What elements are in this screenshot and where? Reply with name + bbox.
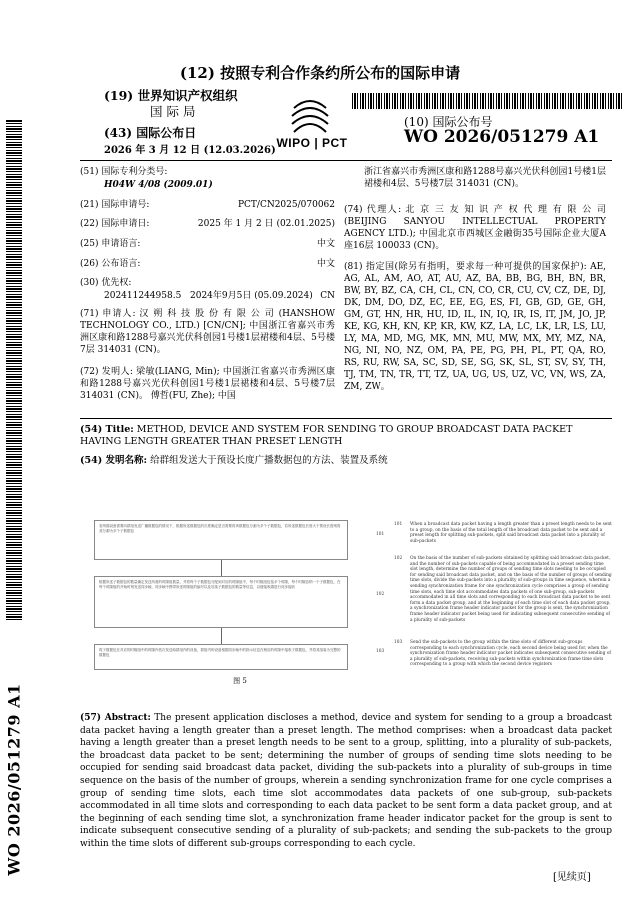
org-line2: 国 际 局 [150, 104, 196, 119]
document-title: (12) 按照专利合作条约所公布的国际申请 [179, 64, 461, 82]
desc-103-number: 103 [394, 640, 403, 645]
pub-date-value: 2026 年 3 月 12 日 (12.03.2026) [104, 145, 276, 156]
wipo-logo [272, 96, 352, 156]
header-divider [80, 160, 612, 161]
field-30-label: (30) 优先权: [80, 278, 132, 288]
figure [80, 512, 615, 692]
field-30-country: CN [320, 291, 335, 301]
abstract [80, 712, 612, 851]
abstract-label: (57) Abstract: [80, 713, 151, 723]
desc-101: When a broadcast data packet having a length greater than a preset length needs to be sent to a group, on the basis of the total length of the broadcast data packet to be sent and a preset length for splitting sub-packets, split said broadcast data packet into a plurality of sub-packets [410, 522, 612, 544]
step-number-3: 103 [376, 649, 385, 654]
title-zh-label: (54) 发明名称: [80, 455, 148, 466]
wipo-logo-text: WIPO | PCT [276, 136, 348, 150]
desc-101-number: 101 [394, 522, 403, 527]
flow-box-2: 根据所述子数据包的数量确定发送所需的时隙组数量，并将每个子数据包分配到对应的时隙组中，每个时隙组包括多个时隙，每个时隙容纳一个子数据包，在每个时隙组的开始时刻发送同步帧，同步帧中携带所述时隙组的编号以及后续子数据包的数量等信息，以便接收端进行同步接收 [94, 576, 348, 628]
flow-arrow-2 [221, 628, 222, 644]
wipo-emblem-icon [290, 96, 330, 134]
field-81: (81) 指定国(除另有指明，要求每一种可提供的国家保护): AE, AG, AL, AM, AO, AT, AU, AZ, BA, BB, BG, BH, BN, BR, BW, BY, BZ, CA, CH, CL, CN, CO, CR, CU, CV, CZ, DE, DJ, DK, DM, DO, DZ, EC, EE, EG, ES, FI, GB, GD, GE, GH, GM, GT, HN, HR, HU, ID, IL, IN, IQ, IR, IS, IT, JM, JO, JP, KE, KG, KH, KN, KP, KR, KW, KZ, LA, LC, LK, LR, LS, LU, LY, MA, MD, MG, MK, MN, MU, MW, MX, MY, MZ, NA, NG, NI, NO, NZ, OM, PA, PE, PG, PH, PL, PT, QA, RO, RS, RU, RW, SA, SC, SD, SE, SG, SK, SL, ST, SV, SY, TH, TJ, TM, TN, TR, TT, TZ, UA, UG, US, UZ, VC, VN, WS, ZA, ZM, ZW。 [344, 262, 606, 392]
flow-box-1: 若终端设备需要向群组发送广播数据包的情况下，根据所述数据包的长度确定是否需要将该数据包分割为多个子数据包，若所述数据包长度大于预设长度则将其分割为多个子数据包 [94, 520, 348, 560]
biblio-left [80, 166, 335, 446]
desc-102: On the basis of the number of sub-packets obtained by splitting said broadcast data packet, and the number of sub-packets capable of being accommodated in a preset sending time slot length, determine the number of groups of sending time slots needing to be occupied for sending said broadcast data packet, and on the basis of the number of groups of sending time slots, divide the sub-packets into a plurality of sub-groups in time sequence, wherein a sending synchronization frame for one synchronization cycle comprises a group of sending time slots, each time slot accommodates data packets of one sub-group, sub-packets accommodated in all time slots and corresponding to each broadcast data packet to be sent form a data packet group, and at the beginning of each time slot of each data packet group, a synchronization frame header indicator packet for the group is sent, the synchronization frame header indicator packet being used for indicating subsequent consecutive sending of a plurality of sub-packets [410, 556, 612, 623]
biblio-right [344, 166, 606, 446]
org-line1: (19) 世界知识产权组织 [104, 88, 238, 103]
top-barcode [352, 93, 622, 109]
title-zh [80, 454, 610, 467]
side-barcode [6, 120, 22, 620]
desc-102-number: 102 [394, 556, 403, 561]
title-zh-text: 给群组发送大于预设长度广播数据包的方法、装置及系统 [150, 455, 388, 466]
continued-note: [见续页] [553, 872, 591, 883]
field-25-value: 中文 [316, 239, 335, 249]
pub-date-label: (43) 国际公布日 [104, 126, 197, 140]
field-22-value: 2025 年 1 月 2 日 (02.01.2025) [197, 219, 335, 229]
field-26-label: (26) 公布语言: [80, 259, 141, 269]
field-51-label: (51) 国际专利分类号: [80, 167, 168, 177]
field-21-value: PCT/CN2025/070062 [237, 200, 335, 210]
biblio-divider [80, 418, 612, 419]
field-26-value: 中文 [316, 259, 335, 269]
field-71: (71) 申请人: 汉 朔 科 技 股 份 有 限 公 司 (HANSHOW TECHNOLOGY CO., LTD.) [CN/CN]; 中国浙江省嘉兴市秀洲区康和路1288号嘉兴光伏科创园1号楼1层裙楼和4层、5号楼7层 314031 (CN)。 [80, 309, 335, 355]
step-number-2: 102 [376, 592, 385, 597]
field-72: (72) 发明人: 梁敏(LIANG, Min); 中国浙江省嘉兴市秀洲区康和路1288号嘉兴光伏科创园1号楼1层裙楼和4层、5号楼7层 314031 (CN)。 傅哲(FU, Zhe); 中国 [80, 367, 335, 401]
field-30-date: 2024年9月5日 (05.09.2024) [190, 291, 313, 301]
field-25-label: (25) 申请语言: [80, 239, 141, 249]
title-en-label: (54) Title: [80, 424, 134, 435]
abstract-text: The present application discloses a method, device and system for sending to a group a broadcast data packet having a length greater than a preset length. The method comprises: when a broadcast data packet having a length greater than a preset length needs to be sent to a group, splitting, into a plurality of sub-packets, the broadcast data packet to be sent; determining the number of groups of sending time slots needing to be occupied for sending said broadcast data packet, dividing the sub-packets into a plurality of sub-groups in time sequence on the basis of the number of groups, wherein a sending synchronization frame for one cycle comprises a group of sending time slots, each time slot accommodates data packets of one sub-group, sub-packets accommodated in all time slots and corresponding to each data packet to be sent form a data packet group, and at the beginning of each sending time slot, a synchronization frame header indicator packet for the group is sent to indicate subsequent consecutive sending of a plurality of sub-packets; and sending the sub-packets to the group within the time slots of different sub-groups corresponding to each cycle. [80, 713, 612, 849]
flow-box-3: 将子数据包在对应的时隙组中的时隙内依次发送给群组内的设备，群组内的设备根据同步帧中的指示信息在相应的时隙中接收子数据包，并将其组装为完整的数据包 [94, 644, 348, 670]
title-en [80, 424, 610, 448]
desc-103: Send the sub-packets to the group within the time slots of different sub-groups corresponding to each synchronization cycle, each second device being used for, when the synchronization frame header indicator packet indicates subsequent consecutive sending of a plurality of sub-packets, receiving sub-packets within synchronization frame time slots corresponding to a group with which the second device registers [410, 640, 611, 668]
flow-arrow-1 [221, 560, 222, 576]
pub-no-value: WO 2026/051279 A1 [404, 127, 600, 147]
field-30-number: 202411244958.5 [104, 291, 182, 301]
title-en-text: METHOD, DEVICE AND SYSTEM FOR SENDING TO GROUP BROADCAST DATA PACKET HAVING LENGTH GREATER THAN PRESET LENGTH [80, 424, 573, 447]
field-21-label: (21) 国际申请号: [80, 200, 150, 210]
field-74: (74) 代理人: 北 京 三 友 知 识 产 权 代 理 有 限 公 司 (BEIJING SANYOU INTELLECTUAL PROPERTY AGENCY LTD.); 中国北京市西城区金融街35号国际企业大厦A座16层 100033 (CN)。 [344, 205, 606, 251]
side-pub-number: WO 2026/051279 A1 [4, 683, 24, 876]
field-72-continued: 浙江省嘉兴市秀洲区康和路1288号嘉兴光伏科创园1号楼1层裙楼和4层、5号楼7层 314031 (CN)。 [364, 167, 606, 189]
field-51-value: H04W 4/08 (2009.01) [104, 180, 213, 190]
step-number-1: 101 [376, 532, 385, 537]
figure-caption: 图 5 [233, 677, 247, 685]
field-22-label: (22) 国际申请日: [80, 219, 150, 229]
pub-no-label: (10) 国际公布号 [404, 115, 493, 129]
